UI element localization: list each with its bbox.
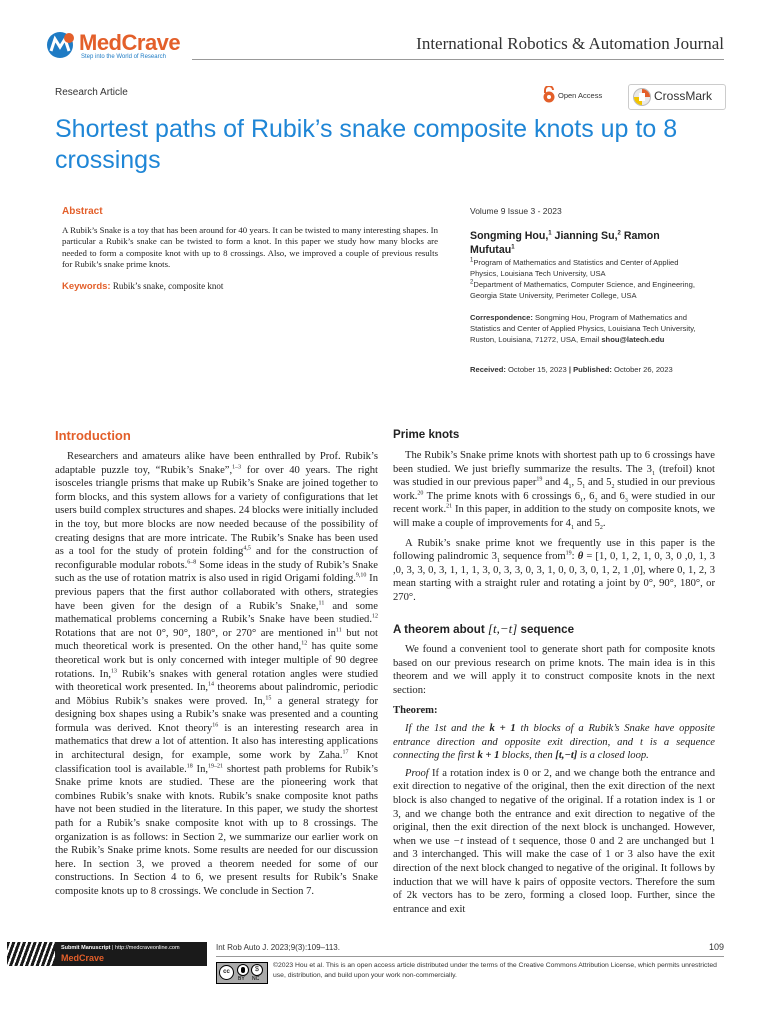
ref[interactable]: 12	[372, 613, 378, 620]
person-icon	[241, 967, 245, 973]
nc-label: NC	[252, 976, 260, 982]
theorem-label: Theorem:	[393, 705, 438, 717]
license-text: ©2023 Hou et al. This is an open access article distributed under the terms of the Creative Commons Attribution License, which permits unrestricted use, distribution, and build upon your work non-commercially.	[273, 962, 717, 979]
proof-paragraph	[393, 767, 715, 917]
ref[interactable]: 18	[186, 763, 193, 770]
author-3-aff: 1	[511, 244, 515, 251]
prime-text: (trefoil) knot was studied in our previous paper	[393, 463, 715, 489]
ref[interactable]: 16	[212, 722, 219, 729]
by-label: BY	[238, 976, 245, 982]
publisher-tagline: Step into the World of Research	[81, 54, 166, 60]
article-type: Research Article	[55, 87, 128, 98]
prime-text: , 6	[583, 490, 595, 502]
prime-text: The prime knots with 6 crossings 6	[423, 490, 581, 502]
prime-paragraph-2	[393, 537, 715, 605]
math: −t	[453, 835, 464, 847]
theorem-intro-paragraph: We found a convenient tool to generate short path for composite knots based on our previous research on prime knots. The main idea is in this theorem and we will apply it to construct composite knots in the next section:	[393, 644, 715, 696]
article-title: Shortest paths of Rubik’s snake composite knots up to 8 crossings	[55, 115, 678, 174]
intro-text: for over 40 years. The right isosceles triangle prisms that make up Rubik’s Snake are joined together to form blocks, and this system allows for a variety of configurations that let users build complex structures and shapes. 24 blocks were initially included in the toy, but more blocks are now needed because of the possibility of creating designs that are more intricate. The Rubik’s Snake has been used as a tool for the study of protein folding	[55, 464, 378, 558]
dates-separator: |	[568, 365, 574, 374]
email-label: Email	[580, 335, 600, 344]
affiliation-2	[470, 279, 706, 301]
affiliation-1	[470, 257, 706, 279]
subscript: 2	[611, 484, 615, 491]
affiliation-1-num: 1	[470, 257, 474, 264]
prime-text: A Rubik’s snake prime knot we frequently use in this paper is the following palindromic 3	[393, 537, 715, 563]
ref[interactable]: 21	[446, 503, 453, 510]
keywords-label: Keywords:	[62, 281, 111, 292]
email-link[interactable]: shou@latech.edu	[601, 335, 665, 344]
ref[interactable]: 15	[265, 695, 272, 702]
correspondence-text: Songming Hou, Program of Mathematics and Statistics and Center of Applied Physics, Louisiana Tech University, Ruston, Louisiana, 71272, USA,	[470, 313, 696, 344]
intro-text: a general strategy for designing box shapes using a Rubik’s snake was presented and a counting formula was derived. Knot theory	[55, 695, 378, 734]
intro-text: has quite some theoretical work but is only concerned with integer multiple of 90 degree rotations. In,	[55, 641, 378, 680]
prime-text: :	[571, 551, 578, 563]
keywords	[62, 281, 438, 292]
subscript: 2	[594, 497, 598, 504]
publisher-logo[interactable]	[45, 30, 195, 64]
theorem-text: If the 1st and the	[405, 722, 490, 734]
submit-manuscript-banner[interactable]	[7, 942, 207, 966]
author-3: Ramon Mufutau	[470, 230, 660, 256]
prime-text: , 5	[571, 477, 583, 489]
intro-text: Rotations that are not 0°, 90°, 180°, or 270° are mentioned in	[55, 627, 336, 639]
intro-text: and for the construction of reconfigurable modular robots.	[55, 546, 378, 571]
intro-text: but not much theoretical work is presented. On the other hand,	[55, 627, 378, 653]
affiliation-1-text: Program of Mathematics and Statistics and Center of Applied Physics, Louisiana Tech University, USA	[470, 258, 679, 278]
author-2: Jianning Su,	[551, 230, 618, 242]
theta-symbol: θ	[577, 551, 584, 563]
intro-text: and some mathematical problems concerning a Rubik’s Snake have been studied.	[55, 600, 378, 626]
banner-stripes	[7, 942, 55, 966]
heading-math: [t,−t]	[487, 621, 518, 636]
publisher-name: MedCrave	[79, 30, 181, 55]
citation: Int Rob Auto J. 2023;9(3):109‒113.	[216, 943, 340, 952]
submit-text: Submit Manuscript | http://medcraveonline.com	[61, 945, 180, 951]
author-2-aff: 2	[617, 230, 621, 237]
heading-text: A theorem about	[393, 623, 485, 636]
footer-rule	[216, 956, 724, 957]
math: k + 1	[489, 722, 516, 734]
cc-icon	[219, 965, 234, 980]
dates	[470, 364, 730, 375]
submit-label: Submit Manuscript	[61, 945, 111, 951]
introduction-paragraph	[55, 450, 378, 899]
intro-text: In previous papers that the first author collaborated with others, strategies have been given for the design of a Rubik’s Snake,	[55, 573, 378, 612]
ref[interactable]: 4,5	[243, 545, 251, 552]
crossmark-label: CrossMark	[654, 89, 713, 103]
ref[interactable]: 13	[111, 667, 118, 674]
author-list	[470, 229, 700, 257]
prime-paragraph-1	[393, 449, 715, 531]
intro-text: theorems about palindromic, periodic and Möbius Rubik’s snakes were proved. In,	[55, 682, 378, 707]
nc-icon: $	[251, 964, 263, 976]
intro-text: shortest path problems for Rubik’s Snake prime knots are studied. These are the pioneering work that combines Rubik’s snake with knots. Rubik’s snake composite knot paths have not been studied in the literature. In this paper, we study the shortest path for a Rubik’s snake composite knot with up to 8 crossings. The organization is as follows: in Section 2, we summarize our earlier work on the Rubik’s Snake prime knots. Some results are needed for our discussion here. In section 3, we proved a theorem needed for some of our constructions. In Section 4 to 6, we present results for Rubik’s Snake composite knots up to 8 crossings. We conclude in Section 7.	[55, 763, 379, 897]
prime-text: and 5	[585, 477, 612, 489]
author-1: Songming Hou,	[470, 230, 549, 242]
prime-text: and 4	[542, 477, 569, 489]
theorem-text: blocks, then	[499, 750, 556, 762]
proof-text: instead of t sequence, those 0 and 2 are unchanged but 1 and 3 interchanged. This will make the case of 1 or 3 also have the exit direction of the next block changed to negative of the original. It follows by induction that we will have k pairs of opposite vectors. Therefore the sum of 2k vectors has to be zero, forming a closed loop. Further, since the entrance and exit	[393, 835, 715, 915]
intro-text: Rubik’s snakes with general rotation angles were studied with theoretical work presented. In,	[55, 668, 378, 694]
ref[interactable]: 11	[335, 627, 342, 634]
ref[interactable]: 6–8	[187, 559, 197, 566]
introduction-body	[55, 450, 378, 899]
open-lock-icon	[543, 86, 555, 104]
prime-text: sequence from	[499, 551, 566, 563]
header-rule	[192, 59, 724, 60]
crossmark-icon	[633, 88, 651, 106]
ref[interactable]: 9,10	[355, 572, 367, 579]
abstract-heading: Abstract	[62, 206, 103, 217]
correspondence	[470, 312, 706, 345]
subscript: 1	[496, 558, 500, 565]
affiliation-2-num: 2	[470, 279, 474, 286]
open-access-label: Open Access	[558, 91, 603, 100]
intro-text: Some ideas in the study of Rubik’s Snake such as the use of rotation matrix is also used in rigid Origami folding.	[55, 559, 378, 585]
page-number: 109	[708, 942, 724, 952]
ref[interactable]: 19	[536, 476, 543, 483]
ref[interactable]: 19	[565, 550, 572, 557]
prime-text: and 6	[597, 490, 625, 502]
keywords-value: Rubik’s snake, composite knot	[112, 281, 224, 291]
received-date: October 15, 2023	[508, 365, 567, 374]
subscript: 2	[599, 525, 603, 532]
ref[interactable]: 14	[208, 681, 215, 688]
prime-text: = [1, 0, 1, 2, 1, 0, 3, 0 ,0, 1, 3 ,0, 3, 3, 0, 3, 1, 1, 1, 3, 0, 3, 3, 0, 3, 1, 0, 0, 3, 0, 1, 2, 1 ,0], where 0, 1, 2, 3 mean starting with a straight ruler and rotating a joint by 0°, 90°, 180°, or 270°.	[393, 551, 715, 603]
cc-label: cc	[223, 969, 230, 975]
prime-text: .	[602, 517, 606, 529]
prime-text: In this paper, in addition to the study on composite knots, we will make a couple of improvements for 4	[393, 504, 715, 529]
ref[interactable]: 12	[301, 640, 308, 647]
subscript: 1	[580, 497, 584, 504]
submit-url[interactable]: http://medcraveonline.com	[115, 945, 180, 951]
intro-text: In,	[192, 763, 209, 775]
ref[interactable]: 20	[417, 490, 424, 497]
ref[interactable]: 17	[342, 749, 349, 756]
author-1-aff: 1	[548, 230, 552, 237]
math: k + 1	[477, 750, 500, 762]
journal-name: International Robotics & Automation Journal	[416, 34, 724, 53]
prime-knots-body	[393, 449, 715, 605]
ref[interactable]: 1–3	[232, 464, 242, 471]
subscript: 1	[570, 525, 574, 532]
theorem-section-body	[393, 643, 715, 916]
subscript: 1	[651, 470, 655, 477]
proof-text: If a rotation index is 0 or 2, and we change both the entrance and exit direction to negative of the original, then the exit direction of the next block is also changed to negative of the original. If a rotation index is 1 or 3, and we change both the entrance and exit direction to negative of the original, then the exit direction of the next block is unchanged. However, when we use	[393, 767, 715, 847]
received-label: Received:	[470, 365, 506, 374]
intro-text: Researchers and amateurs alike have been enthralled by Prof. Rubik’s adaptable puzzle toy, “Rubik’s Snake”,	[55, 451, 378, 476]
math: [t,−t]	[555, 750, 578, 762]
ref[interactable]: 11	[318, 600, 325, 606]
intro-text: Knot classification tool is available.	[55, 750, 378, 775]
theorem-text: is a closed loop.	[577, 750, 649, 762]
prime-text: were studied in our recent work.	[393, 490, 716, 516]
prime-text: studied in our previous work.	[393, 477, 716, 502]
proof-label: Proof	[405, 767, 429, 779]
introduction-heading: Introduction	[55, 428, 131, 443]
heading-text: sequence	[520, 623, 575, 636]
subscript: 1	[568, 484, 572, 491]
subscript: 3	[624, 497, 628, 504]
ref[interactable]: 19–21	[208, 763, 224, 770]
abstract-text: A Rubik’s Snake is a toy that has been around for 40 years. It can be twisted to many interesting shapes. In particular a Rubik’s snake can be twisted to form a knot. In this paper we study how many blocks are needed to form a composite knot with up to 8 crossings. Also, we improved a couple of previous results for Rubik’s snake prime knots.	[62, 225, 438, 270]
intro-text: is an interesting research area in mathematics that drew a lot of attention. It also has interesting applications in architectural design, for example, some work by Zaha.	[55, 722, 378, 762]
affiliation-2-text: Department of Mathematics, Computer Science, and Engineering, Georgia State University, Perimeter College, USA	[470, 280, 695, 300]
prime-text: The Rubik’s Snake prime knots with shortest path up to 6 crossings have been studied. We just briefly summarize the results. The 3	[393, 450, 715, 475]
prime-knots-heading: Prime knots	[393, 428, 460, 441]
cc-license-badge[interactable]	[216, 962, 268, 984]
published-date: October 26, 2023	[614, 365, 673, 374]
volume-issue: Volume 9 Issue 3 - 2023	[470, 206, 562, 216]
medcrave-logo-icon	[45, 30, 79, 60]
published-label: Published:	[573, 365, 612, 374]
by-icon	[237, 964, 249, 976]
subscript: 1	[582, 484, 586, 491]
prime-text: and 5	[573, 517, 600, 529]
crossmark-badge[interactable]	[628, 84, 726, 110]
correspondence-label: Correspondence:	[470, 313, 533, 322]
banner-brand: MedCrave	[61, 953, 105, 963]
theorem-text: th blocks of a Rubik’s Snake have opposite entrance direction and opposite exit direction, and t is a sequence connecting the first	[393, 722, 715, 762]
theorem-section-heading	[393, 621, 574, 637]
theorem-statement	[393, 722, 715, 763]
